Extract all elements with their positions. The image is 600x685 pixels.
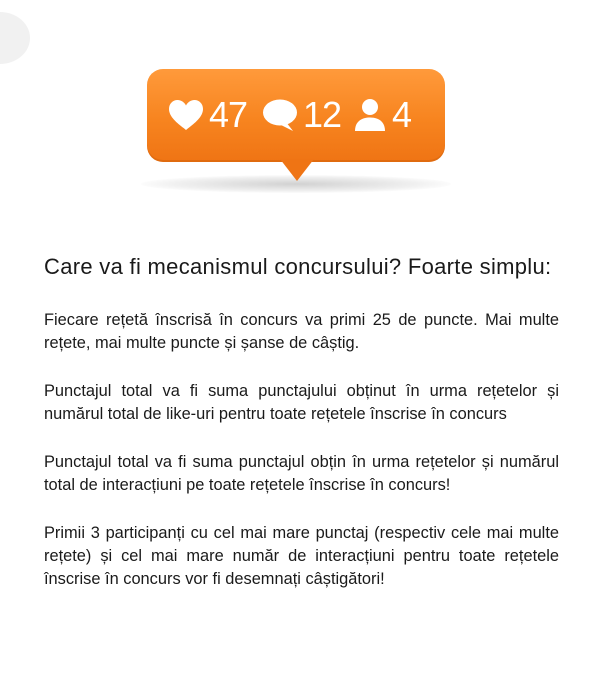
comments-stat: [262, 91, 341, 139]
heart-icon: [168, 99, 204, 131]
article-content: [44, 252, 559, 591]
badge-tail: [280, 159, 314, 181]
likes-count: 47: [209, 94, 248, 135]
corner-decoration: [0, 12, 30, 64]
comments-count: 12: [303, 94, 342, 135]
comment-icon: [262, 98, 298, 132]
user-icon: [353, 98, 387, 132]
notification-badge: [147, 69, 445, 199]
paragraph-interactions-scoring: Punctajul total va fi suma punctajul obțin în urma rețetelor și numărul total de interacțiuni pe toate rețetele înscrise în concurs!: [44, 453, 559, 494]
paragraph-points-per-recipe: Fiecare rețetă înscrisă în concurs va primi 25 de puncte. Mai multe rețete, mai multe puncte și șanse de câștig.: [44, 311, 559, 352]
paragraph-likes-scoring: Punctajul total va fi suma punctajului obținut în urma rețetelor și numărul total de like-uri pentru toate rețetele înscrise în concurs: [44, 382, 559, 423]
paragraph-winners: Primii 3 participanți cu cel mai mare punctaj (respectiv cele mai multe rețete) și cel mai mare număr de interacțiuni pentru toate rețetele înscrise în concurs vor fi desemnați câștigători!: [44, 524, 559, 588]
likes-stat: [168, 91, 247, 139]
users-stat: [353, 91, 411, 139]
article-heading: Care va fi mecanismul concursului? Foarte simplu:: [44, 254, 552, 279]
users-count: 4: [392, 94, 412, 135]
badge-bubble: [147, 69, 445, 162]
